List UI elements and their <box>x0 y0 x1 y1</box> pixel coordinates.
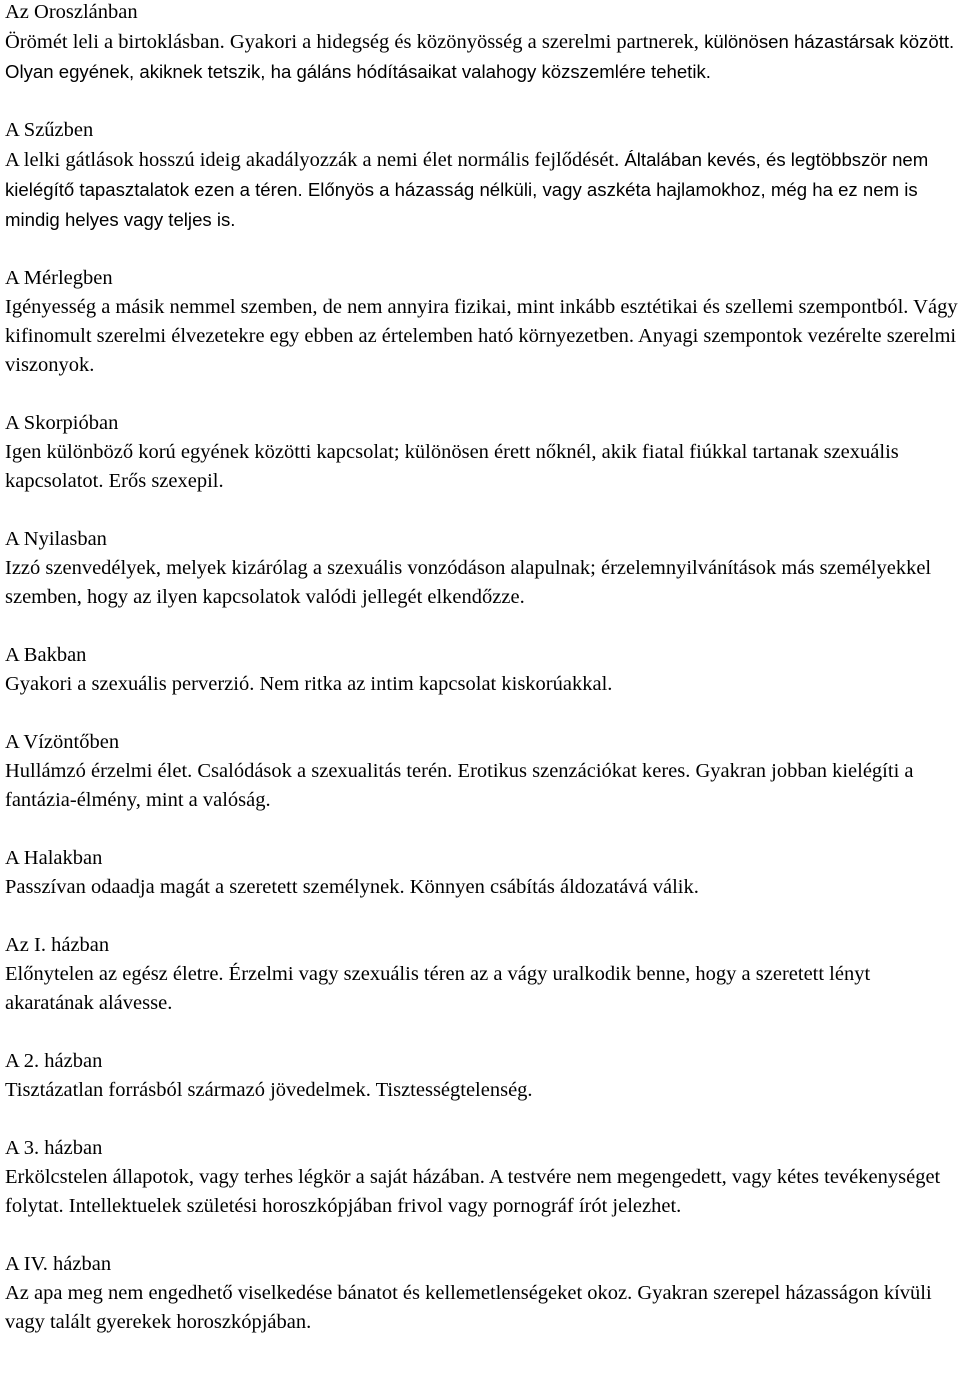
body-text: különösen házastársak között. Olyan egyének, akiknek tetszik, ha gáláns hódításaikat valahogy közszemlére tehetik. <box>5 31 955 82</box>
section-heading: A 2. házban <box>5 1050 103 1072</box>
section-haz-1 <box>5 931 960 1018</box>
section-body: Passzívan odaadja magát a szeretett személynek. Könnyen csábítás áldozatává válik. <box>5 876 699 898</box>
section-bak <box>5 641 960 699</box>
section-body: Hullámzó érzelmi élet. Csalódások a szexualitás terén. Erotikus szenzációkat keres. Gyakran jobban kielégíti a fantázia-élmény, mint a valóság. <box>5 760 914 811</box>
section-szuz <box>5 116 960 235</box>
section-heading: A Nyilasban <box>5 528 107 550</box>
section-skorpio <box>5 409 960 496</box>
section-oroszlan <box>5 0 960 87</box>
section-haz-2 <box>5 1047 960 1105</box>
section-heading: Az I. házban <box>5 934 110 956</box>
section-body: Igen különböző korú egyének közötti kapcsolat; különösen érett nőknél, akik fiatal fiúkkal tartanak szexuális kapcsolatot. Erős szexepil. <box>5 441 899 492</box>
section-body: Igényesség a másik nemmel szemben, de nem annyira fizikai, mint inkább esztétikai és szellemi szempontból. Vágy kifinomult szerelmi élvezetekre egy ebben az értelemben ható környezetben. Anyagi szempontok vezérelte szerelmi viszonyok. <box>5 296 958 376</box>
section-nyilas <box>5 525 960 612</box>
section-body: Tisztázatlan forrásból származó jövedelmek. Tisztességtelenség. <box>5 1079 533 1101</box>
section-haz-3 <box>5 1134 960 1221</box>
body-text: Általában kevés, és legtöbbször nem kielégítő tapasztalatok ezen a téren. Előnyös a házasság nélküli, vagy aszkéta hajlamokhoz, még ha ez nem is mindig helyes vagy teljes is. <box>5 149 929 230</box>
section-heading: Az Oroszlánban <box>5 1 138 23</box>
section-heading: A Vízöntőben <box>5 731 120 753</box>
body-text: A lelki gátlások hosszú ideig akadályozzák a nemi élet normális fejlődését. <box>5 149 625 171</box>
body-text: Örömét leli a birtoklásban. Gyakori a hidegség és közönyösség a szerelmi partnerek, <box>5 31 705 53</box>
section-heading: A Skorpióban <box>5 412 119 434</box>
section-vizonto <box>5 728 960 815</box>
document-page <box>5 0 960 1337</box>
section-body <box>5 145 960 235</box>
section-merleg <box>5 264 960 380</box>
section-heading: A IV. házban <box>5 1253 112 1275</box>
section-body <box>5 27 960 87</box>
section-body: Az apa meg nem engedhető viselkedése bánatot és kellemetlenségeket okoz. Gyakran szerepel házasságon kívüli vagy talált gyerekek horoszkópjában. <box>5 1282 932 1333</box>
section-haz-4 <box>5 1250 960 1337</box>
section-heading: A Szűzben <box>5 119 94 141</box>
section-heading: A Halakban <box>5 847 103 869</box>
section-heading: A Bakban <box>5 644 87 666</box>
section-body: Előnytelen az egész életre. Érzelmi vagy szexuális téren az a vágy uralkodik benne, hogy a szeretett lényt akaratának alávesse. <box>5 963 871 1014</box>
section-body: Gyakori a szexuális perverzió. Nem ritka az intim kapcsolat kiskorúakkal. <box>5 673 613 695</box>
section-heading: A Mérlegben <box>5 267 113 289</box>
section-body: Izzó szenvedélyek, melyek kizárólag a szexuális vonzódáson alapulnak; érzelemnyilvánítások más személyekkel szemben, hogy az ilyen kapcsolatok valódi jellegét elkendőzze. <box>5 557 932 608</box>
section-halak <box>5 844 960 902</box>
section-body: Erkölcstelen állapotok, vagy terhes légkör a saját házában. A testvére nem megengedett, vagy kétes tevékenységet folytat. Intellektuelek születési horoszkópjában frivol vagy pornográf írót jelezhet. <box>5 1166 941 1217</box>
section-heading: A 3. házban <box>5 1137 103 1159</box>
